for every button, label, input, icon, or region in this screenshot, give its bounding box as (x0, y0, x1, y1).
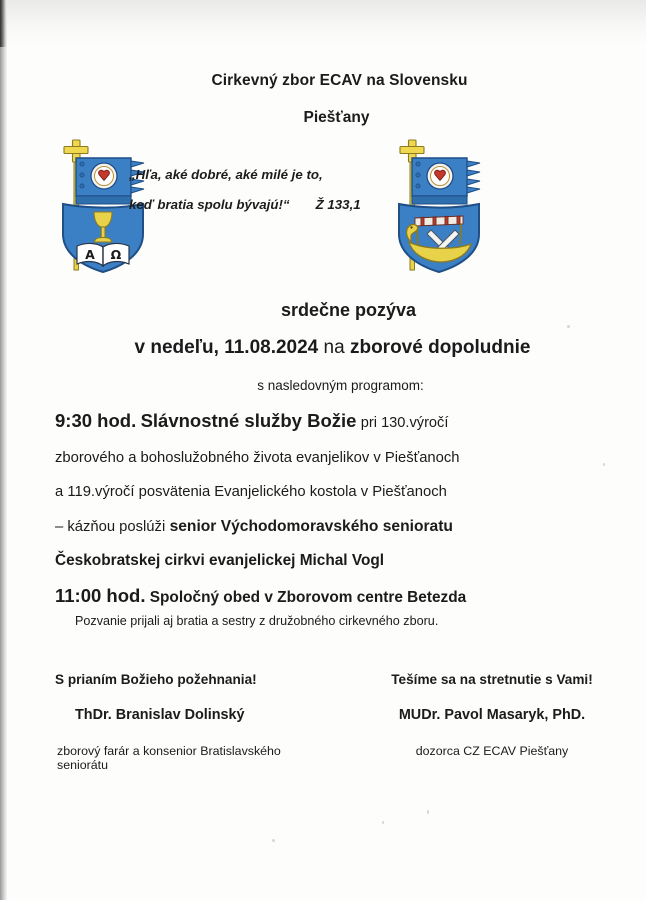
quote-line-1: „Hľa, aké dobré, aké milé je to, (129, 167, 323, 182)
quote-line-2: keď bratia spolu bývajú!“ (129, 197, 290, 212)
signature-block-pastor (55, 672, 335, 772)
page-header (7, 72, 646, 127)
quote-reference: Ž 133,1 (315, 197, 361, 212)
signature-role: dozorca CZ ECAV Piešťany (415, 744, 569, 758)
emblem-quote-band (7, 138, 646, 273)
event-datetime-line (7, 337, 646, 359)
program-item: Českobratskej cirkvi evanjelickej Michal Vogl (55, 552, 385, 569)
preacher-title: senior Východomoravského senioratu (169, 517, 453, 535)
paper-sheet (7, 0, 646, 900)
signature-name: MUDr. Pavol Masaryk, PhD. (398, 707, 586, 723)
scan-artifact (382, 821, 384, 824)
program-intro: s nasledovným programom: (257, 378, 424, 393)
event-name: zborové dopoludnie (349, 337, 531, 358)
signature-role: zborový farár a konsenior Bratislavského seniorátu (57, 744, 281, 772)
program-title: Slávnostné služby Božie (140, 410, 357, 431)
piestany-coat-of-arms-icon (385, 138, 493, 273)
signature-greeting: Tešíme sa na stretnutie s Vami! (391, 672, 593, 687)
scan-artifact (427, 810, 429, 814)
program-item: a 119.výročí posvätenia Evanjelického kostola v Piešťanoch (55, 484, 447, 500)
program-item (55, 579, 615, 616)
signature-block-supervisor (367, 672, 617, 758)
program-title: Spoločný obed v Zborovom centre Betezda (149, 588, 467, 606)
congregation-town: Piešťany (303, 109, 370, 126)
program-item: zborového a bohoslužobného života evanjelikov v Piešťanoch (55, 449, 460, 466)
program-item (55, 510, 615, 545)
scan-top-shadow (7, 0, 646, 46)
scan-left-edge (0, 47, 7, 900)
invitation-verb: srdečne pozýva (280, 300, 417, 320)
bible-quote (129, 160, 397, 220)
program-time: 11:00 hod. (55, 584, 146, 606)
scan-artifact (603, 463, 605, 466)
program-time: 9:30 hod. (55, 410, 137, 431)
preacher-lead: – kázňou poslúži (55, 518, 166, 535)
signature-greeting: S prianím Božieho požehnania! (55, 672, 257, 687)
program-item (55, 404, 615, 441)
program-tail: pri 130.výročí (360, 415, 449, 431)
svg-text:Ω: Ω (110, 247, 122, 262)
scan-artifact (272, 839, 275, 842)
signature-name: ThDr. Branislav Dolinský (75, 707, 245, 723)
event-preposition: na (323, 337, 345, 358)
guests-note: Pozvanie prijali aj bratia a sestry z družobného cirkevného zboru. (75, 614, 439, 628)
scan-artifact (567, 325, 570, 328)
congregation-name: Cirkevný zbor ECAV na Slovensku (211, 72, 468, 89)
program-list (55, 404, 615, 615)
event-date: v nedeľu, 11.08.2024 (134, 337, 319, 358)
scan-left-edge (0, 0, 7, 47)
quote-line-2-wrap (129, 190, 397, 220)
svg-text:Α: Α (85, 247, 95, 262)
